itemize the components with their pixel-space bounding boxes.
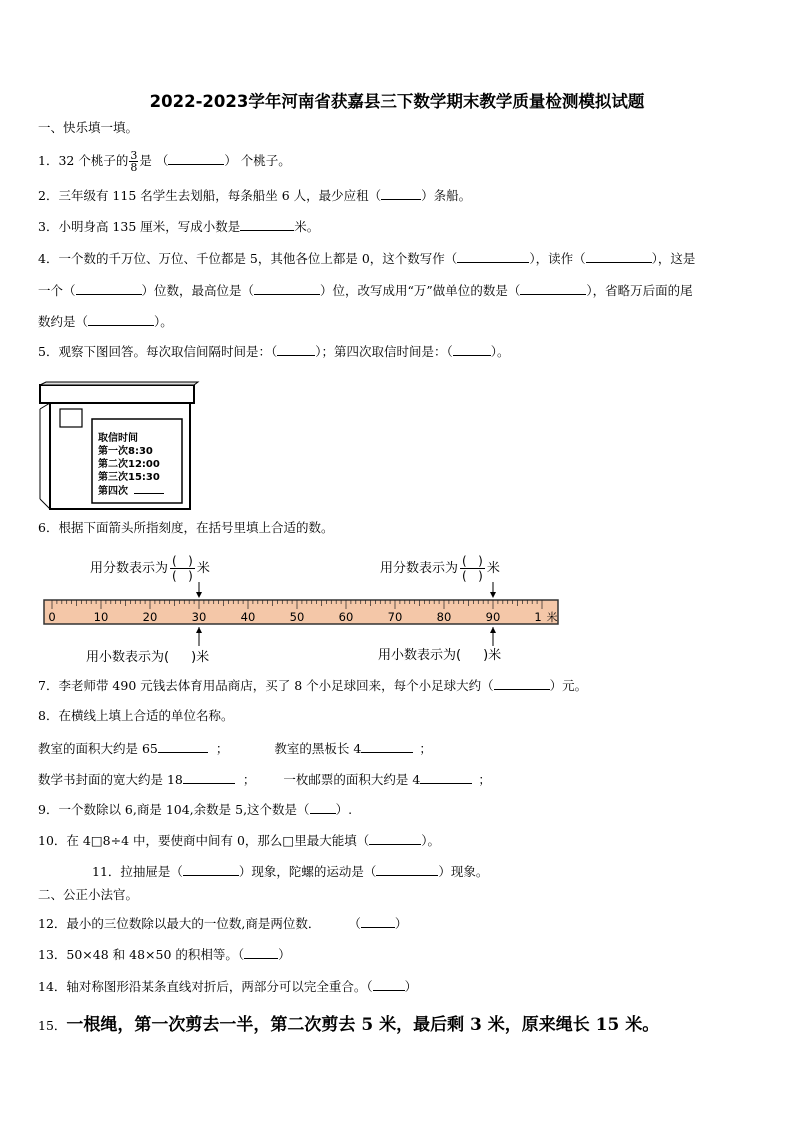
q4-wan-blank[interactable] bbox=[520, 281, 586, 295]
question-8a bbox=[38, 739, 432, 758]
fraction-denominator: 8 bbox=[130, 161, 138, 174]
q4-text: 数约是（ bbox=[38, 314, 89, 329]
question-4-line-1 bbox=[38, 249, 695, 268]
question-4-line-2 bbox=[38, 281, 693, 300]
q8-unit-blank[interactable] bbox=[361, 739, 413, 753]
q4-read-blank[interactable] bbox=[586, 249, 652, 263]
q1-text-end: ） 个桃子。 bbox=[224, 153, 291, 168]
ruler-tick-label: 20 bbox=[142, 610, 158, 624]
q7-text-end: ）元。 bbox=[549, 678, 588, 693]
q14-answer-blank[interactable] bbox=[373, 977, 405, 991]
q3-text: 3．小明身高 135 厘米，写成小数是 bbox=[38, 219, 241, 234]
ruler-decimal-label-left bbox=[86, 646, 209, 665]
ruler-fraction-label-right bbox=[380, 554, 500, 583]
q11-answer-blank[interactable] bbox=[376, 862, 438, 876]
ruler-decimal-label-right bbox=[378, 644, 501, 663]
q10-text-end: ）。 bbox=[421, 833, 440, 848]
q12-answer-blank[interactable] bbox=[361, 914, 395, 928]
ruler-tick-label: 1 bbox=[534, 610, 542, 624]
question-9 bbox=[38, 800, 352, 819]
q15-text: 一根绳，第一次剪去一半，第二次剪去 5 米，最后剩 3 米，原来绳长 15 米。 bbox=[66, 1015, 660, 1035]
q8-text: 教室的黑板长 4 bbox=[274, 741, 362, 756]
fraction-blank[interactable]: ( ) ( ) bbox=[462, 554, 483, 583]
q1-answer-blank[interactable] bbox=[168, 151, 224, 165]
question-3 bbox=[38, 217, 319, 236]
ruler-tick-label: 0 bbox=[48, 610, 56, 624]
ruler-tick-label: 70 bbox=[387, 610, 403, 624]
fraction-label-text: 用分数表示为 bbox=[90, 561, 169, 576]
separator: ； bbox=[478, 772, 491, 787]
decimal-label-text: 用小数表示为( bbox=[86, 650, 170, 665]
q10-answer-blank[interactable] bbox=[369, 831, 421, 845]
q3-answer-blank[interactable] bbox=[240, 217, 294, 231]
question-15 bbox=[38, 1010, 659, 1035]
q1-text-mid: 是 （ bbox=[139, 153, 169, 168]
q8-text: 数学书封面的宽大约是 18 bbox=[38, 772, 183, 787]
q3-text-end: 米。 bbox=[294, 219, 320, 234]
q12-paren: ） bbox=[394, 916, 408, 931]
unit-label: )米 bbox=[191, 650, 210, 665]
down-arrow-head bbox=[490, 592, 496, 598]
q4-text: ）位数，最高位是（ bbox=[141, 283, 255, 298]
q8-text: 一枚邮票的面积大约是 4 bbox=[283, 772, 421, 787]
question-10 bbox=[38, 831, 440, 850]
ruler-tick-label: 30 bbox=[191, 610, 207, 624]
q2-answer-blank[interactable] bbox=[381, 186, 421, 200]
q4-highest-blank[interactable] bbox=[254, 281, 320, 295]
q4-digits-blank[interactable] bbox=[76, 281, 142, 295]
q8-unit-blank[interactable] bbox=[183, 770, 235, 784]
q12-paren: （ bbox=[348, 916, 361, 931]
q4-text: ），省略万后面的尾 bbox=[586, 283, 693, 298]
separator: ； bbox=[215, 741, 229, 756]
ruler-tick-label: 10 bbox=[93, 610, 109, 624]
q9-answer-blank[interactable] bbox=[310, 800, 336, 814]
q4-text: ）。 bbox=[154, 314, 173, 329]
section-heading-2: 二、公正小法官。 bbox=[38, 887, 139, 902]
q4-text: ）位，改写成用“万”做单位的数是（ bbox=[320, 283, 521, 298]
schedule-row: 第一次8:30 bbox=[98, 446, 153, 457]
q4-approx-blank[interactable] bbox=[88, 312, 154, 326]
ruler-fraction-label-left bbox=[90, 554, 210, 583]
fraction-label-text: 用分数表示为 bbox=[380, 561, 459, 576]
down-arrow-head bbox=[196, 592, 202, 598]
q5-fourth-blank[interactable] bbox=[453, 342, 491, 356]
q8-unit-blank[interactable] bbox=[420, 770, 472, 784]
ruler-unit-label: 米 bbox=[546, 611, 558, 624]
q4-write-blank[interactable] bbox=[457, 249, 529, 263]
question-1 bbox=[38, 150, 291, 173]
q7-answer-blank[interactable] bbox=[494, 676, 550, 690]
up-arrow-head bbox=[196, 627, 202, 633]
q12-text: 12．最小的三位数除以最大的一位数,商是两位数． bbox=[38, 916, 321, 931]
q1-text: 32 个桃子的 bbox=[58, 153, 129, 168]
q14-paren: ） bbox=[404, 979, 418, 994]
q7-text: 7．李老师带 490 元钱去体育用品商店，买了 8 个小足球回来，每个小足球大约（ bbox=[38, 678, 494, 693]
schedule-heading: 取信时间 bbox=[98, 433, 138, 444]
question-6: 6．根据下面箭头所指刻度，在括号里填上合适的数。 bbox=[38, 520, 334, 535]
q11-text: 11．拉抽屉是（ bbox=[92, 864, 183, 879]
q5-text: ）；第四次取信时间是：（ bbox=[315, 344, 453, 359]
q13-paren: ） bbox=[278, 947, 291, 962]
q8-unit-blank[interactable] bbox=[158, 739, 208, 753]
schedule-row bbox=[98, 484, 164, 498]
q5-text: ）。 bbox=[490, 344, 510, 359]
q4-text: 4．一个数的千万位、万位、千位都是 5，其他各位上都是 0，这个数写作（ bbox=[38, 251, 458, 266]
question-7 bbox=[38, 676, 587, 695]
q9-text-end: ）. bbox=[335, 802, 353, 817]
q11-text-end: ）现象。 bbox=[438, 864, 489, 879]
q5-interval-blank[interactable] bbox=[277, 342, 315, 356]
q13-answer-blank[interactable] bbox=[244, 945, 278, 959]
schedule-row-label: 第四次 bbox=[98, 486, 128, 497]
question-2 bbox=[38, 186, 471, 205]
q13-text: 13．50×48 和 48×50 的积相等。（ bbox=[38, 947, 245, 962]
q15-number: 15． bbox=[38, 1018, 67, 1033]
question-8: 8．在横线上填上合适的单位名称。 bbox=[38, 708, 234, 723]
ruler-tick-label: 40 bbox=[240, 610, 256, 624]
separator: ； bbox=[419, 741, 432, 756]
ruler-tick-label: 60 bbox=[338, 610, 354, 624]
question-8b bbox=[38, 770, 491, 789]
q11-answer-blank[interactable] bbox=[183, 862, 239, 876]
question-11 bbox=[92, 862, 488, 881]
ruler bbox=[40, 580, 562, 648]
q5-text: 5．观察下图回答。每次取信间隔时间是：（ bbox=[38, 344, 278, 359]
ruler-tick-label: 90 bbox=[485, 610, 501, 624]
schedule-row: 第二次12:00 bbox=[98, 459, 160, 470]
section-heading-1: 一、快乐填一填。 bbox=[38, 120, 139, 135]
q9-text: 9．一个数除以 6,商是 104,余数是 5,这个数是（ bbox=[38, 802, 310, 817]
ruler-tick-label: 50 bbox=[289, 610, 305, 624]
decimal-label-text: 用小数表示为( bbox=[378, 648, 462, 663]
q14-text: 14．轴对称图形沿某条直线对折后，两部分可以完全重合。（ bbox=[38, 979, 373, 994]
q2-text: 2．三年级有 115 名学生去划船，每条船坐 6 人，最少应租（ bbox=[38, 188, 382, 203]
ruler-tick-label: 80 bbox=[436, 610, 452, 624]
unit-label: 米 bbox=[486, 561, 500, 576]
question-12 bbox=[38, 914, 407, 933]
q1-fraction bbox=[129, 150, 138, 173]
q8-text: 教室的面积大约是 65 bbox=[38, 741, 158, 756]
question-5 bbox=[38, 342, 510, 361]
q4-text: 一个（ bbox=[38, 283, 76, 298]
mailbox-schedule bbox=[98, 432, 164, 498]
q4-text: ），读作（ bbox=[529, 251, 586, 266]
q10-text: 10．在 4□8÷4 中，要使商中间有 0，那么□里最大能填（ bbox=[38, 833, 370, 848]
fraction-blank[interactable]: ( ) ( ) bbox=[172, 554, 193, 583]
q2-text-end: ）条船。 bbox=[421, 188, 472, 203]
page-title: 2022-2023学年河南省获嘉县三下数学期末教学质量检测模拟试题 bbox=[149, 92, 645, 111]
unit-label: )米 bbox=[483, 648, 502, 663]
question-4-line-3 bbox=[38, 312, 173, 331]
question-14 bbox=[38, 977, 417, 996]
separator: ； bbox=[242, 772, 256, 787]
schedule-row: 第三次15:30 bbox=[98, 472, 160, 483]
q11-text: ）现象，陀螺的运动是（ bbox=[238, 864, 377, 879]
fraction-numerator: 3 bbox=[130, 149, 138, 162]
q4-text: ），这是 bbox=[651, 251, 696, 266]
unit-label: 米 bbox=[196, 561, 210, 576]
schedule-blank bbox=[134, 484, 164, 494]
up-arrow-head bbox=[490, 627, 496, 633]
question-13 bbox=[38, 945, 291, 964]
q1-number: 1． bbox=[38, 153, 59, 168]
